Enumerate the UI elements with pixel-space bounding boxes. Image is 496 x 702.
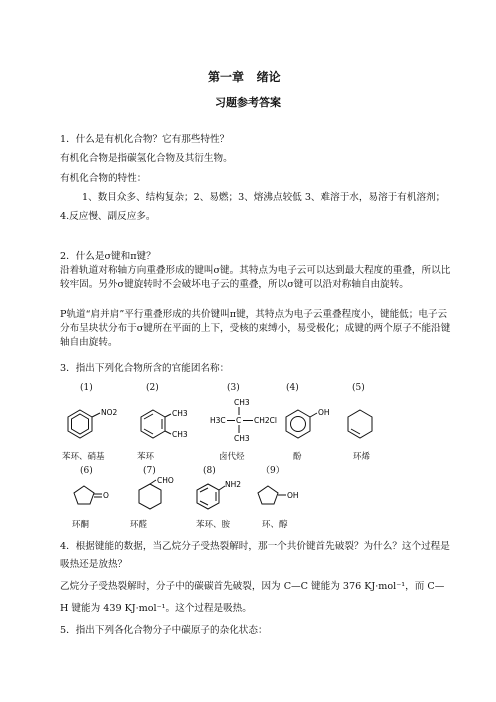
- compound-label-6: 环酮: [72, 520, 90, 530]
- amino-label: NH2: [225, 480, 242, 489]
- cyclopentanol-structure: [258, 486, 286, 504]
- compound-label-7: 环醛: [130, 520, 148, 530]
- compound-label-4: 酚: [293, 452, 302, 462]
- compound-number-4: (4): [286, 383, 299, 393]
- chapter-number: 第一章: [208, 70, 245, 84]
- answer-1-line-2: 有机化合物的特性：: [60, 173, 147, 184]
- nitro-group-label: NO2: [101, 408, 118, 417]
- question-3: 3．指出下列化合物所含的官能团名称：: [60, 363, 230, 374]
- compound-number-5: (5): [352, 383, 365, 393]
- row-2-structures: [60, 476, 320, 516]
- methyl-bottom-label: CH3: [234, 434, 250, 443]
- compound-number-2: (2): [146, 383, 159, 393]
- answer-2-para-2: P轨道“肩并肩”平行重叠形成的共价键叫π键，其特点为电子云重叠程度小，键能低；电子云分布呈块状分布于σ键所在平面的上下，受核的束缚小，易受极化；成键的两个原子不能沿键轴自由旋转。: [60, 309, 451, 348]
- cyclohexene-structure: [348, 410, 372, 438]
- methyl-top-label: CH3: [234, 398, 250, 407]
- cyclopentanone-structure: [74, 486, 102, 504]
- compound-number-8: (8): [203, 466, 216, 476]
- answer-2-para-1: 沿着轨道对称轴方向重叠形成的键叫σ键。其特点为电子云可以达到最大程度的重叠，所以比较牢固。另外σ键旋转时不会破坏电子云的重叠，所以σ键可以沿对称轴自由旋转。: [60, 265, 451, 290]
- methyl-label-1: CH3: [172, 409, 188, 418]
- nitrobenzene-structure: [68, 410, 100, 438]
- compound-number-6: (6): [80, 466, 93, 476]
- compound-label-5: 环烯: [353, 452, 371, 462]
- quaternary-carbon-label: C: [236, 416, 242, 425]
- answer-1-line-4: 4.反应慢、副反应多。: [60, 211, 156, 222]
- question-5: 5．指出下列各化合物分子中碳原子的杂化状态：: [60, 625, 268, 636]
- compound-label-3: 卤代烃: [219, 452, 245, 462]
- aldehyde-label: CHO: [157, 476, 174, 485]
- row-1-structures: [60, 396, 400, 448]
- page-subtitle: 习题参考答案: [215, 96, 281, 109]
- answer-1-line-3: 1、数目众多、结构复杂；2、易燃；3、熔沸点较低 3、难溶于水，易溶于有机溶剂；: [82, 192, 446, 203]
- aniline-structure: [197, 484, 225, 509]
- compound-number-1: (1): [80, 383, 93, 393]
- question-4: 4．根据键能的数据，当乙烷分子受热裂解时，那一个共价键首先破裂？为什么？这个过程是吸热还是放热？: [60, 541, 450, 570]
- compound-label-1: 苯环、硝基: [62, 452, 105, 462]
- phenol-structure: [286, 410, 317, 438]
- chapter-name: 绪论: [256, 70, 281, 84]
- alcohol-hydroxyl-label: OH: [287, 491, 299, 500]
- chapter-title: [208, 68, 281, 85]
- question-2: 2．什么是σ键和π键？: [60, 251, 156, 262]
- ketone-oxygen-label: O: [103, 491, 109, 500]
- methyl-label-2: CH3: [172, 430, 188, 439]
- h3c-label: H3C: [210, 416, 226, 425]
- hydroxyl-label: OH: [318, 408, 330, 417]
- compound-label-9: 环、醇: [262, 520, 288, 530]
- compound-number-9: （9）: [261, 466, 285, 476]
- xylene-structure: [141, 410, 171, 438]
- compound-label-8: 苯环、胺: [196, 520, 231, 530]
- question-1: 1．什么是有机化合物？它有那些特性？: [60, 134, 230, 145]
- compound-number-3: (3): [227, 383, 240, 393]
- compound-label-2: 苯环: [137, 452, 155, 462]
- answer-4: 乙烷分子受热裂解时，分子中的碳碳首先破裂，因为 C—C 键能为 376 KJ·mol⁻¹，而 C—H 键能为 439 KJ·mol⁻¹。这个过程是吸热。: [60, 581, 445, 614]
- chloromethyl-label: CH2Cl: [254, 416, 277, 425]
- compound-number-7: (7): [143, 466, 156, 476]
- answer-1-line-1: 有机化合物是指碳氢化合物及其衍生物。: [60, 153, 233, 164]
